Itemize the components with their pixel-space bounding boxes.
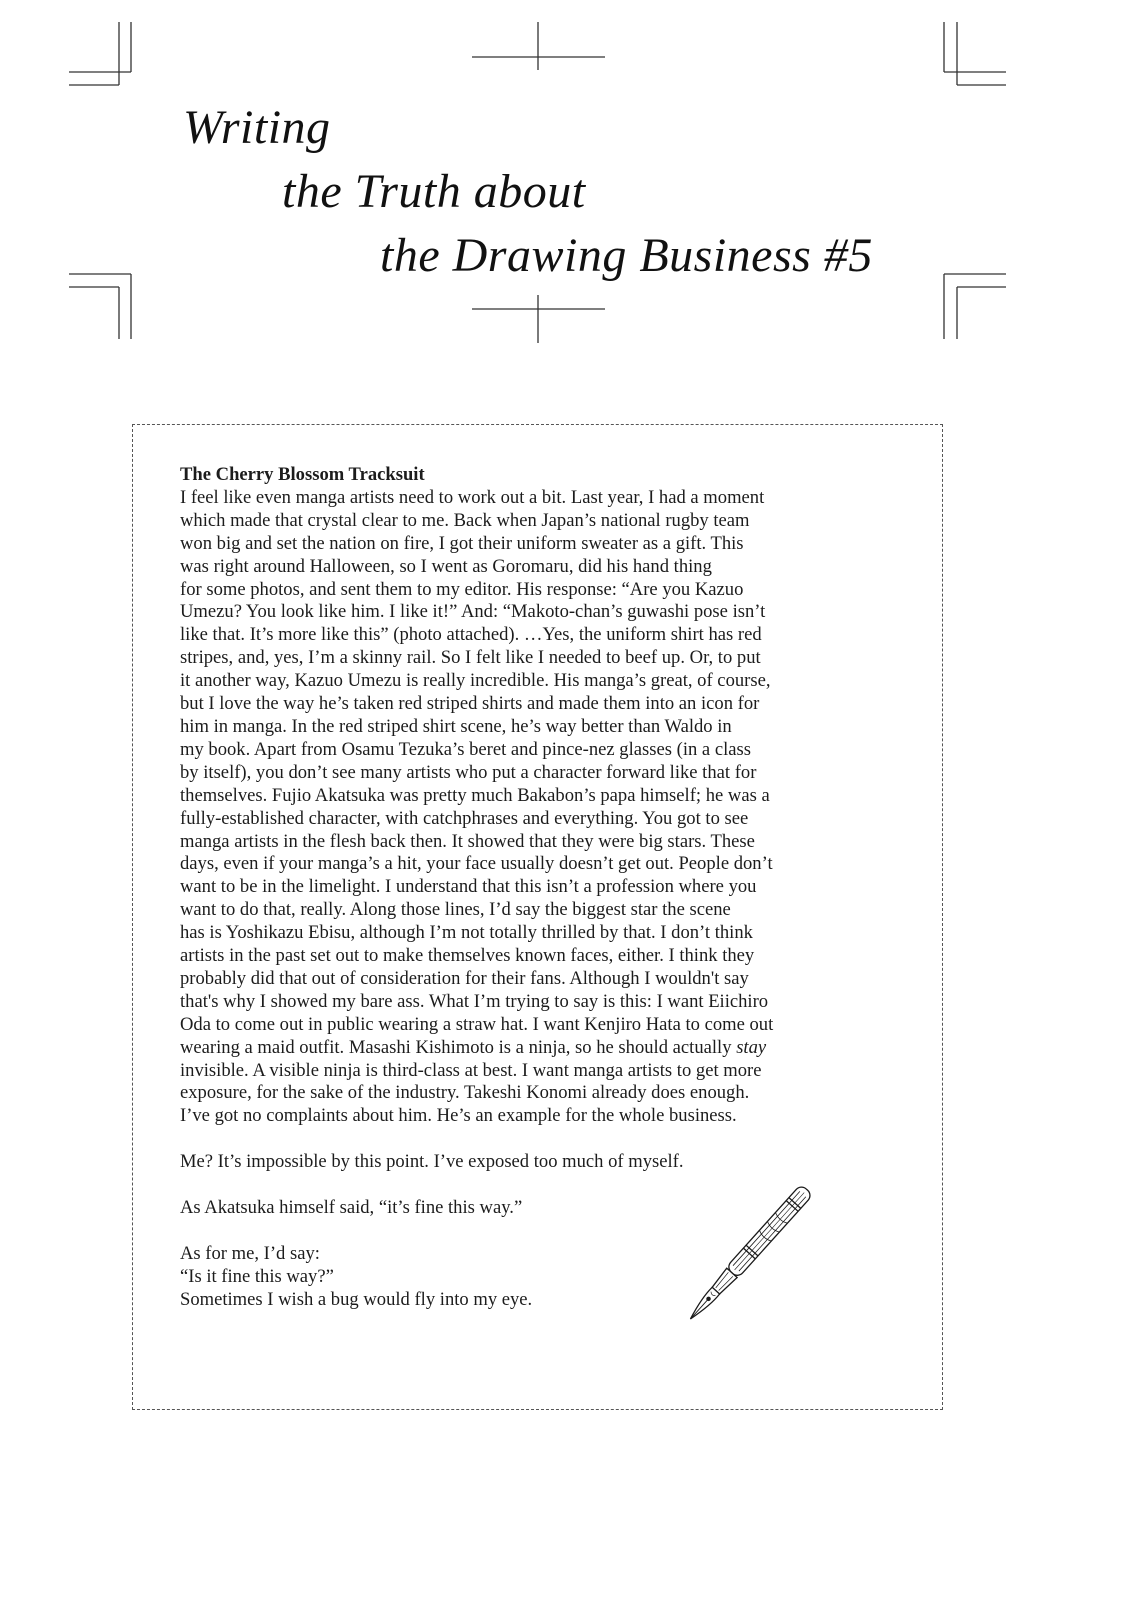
essay-line: want to do that, really. Along those lines, I’d say the biggest star the scene (180, 899, 731, 921)
title-line-2: the Truth about (282, 165, 586, 218)
essay-heading: The Cherry Blossom Tracksuit (180, 464, 425, 485)
essay-line: for some photos, and sent them to my editor. His response: “Are you Kazuo (180, 578, 744, 600)
essay-line: that's why I showed my bare ass. What I’m trying to say is this: I want Eiichiro (180, 990, 769, 1012)
title-line-3: the Drawing Business #5 (380, 229, 873, 282)
essay-line: As for me, I’d say: (180, 1242, 320, 1264)
essay-line: was right around Halloween, so I went as Goromaru, did his hand thing (180, 555, 712, 577)
crop-mark-middle-center (472, 295, 605, 343)
essay-line: but I love the way he’s taken red striped shirts and made them into an icon for (180, 693, 760, 715)
essay-paragraph-3: As Akatsuka himself said, “it’s fine this way.” (180, 1196, 523, 1218)
page-title (0, 0, 1123, 300)
essay-line: Oda to come out in public wearing a straw hat. I want Kenjiro Hata to come out (180, 1013, 774, 1035)
essay-line: like that. It’s more like this” (photo attached). …Yes, the uniform shirt has red (180, 624, 762, 646)
essay-line: “Is it fine this way?” (180, 1265, 334, 1287)
essay-line: manga artists in the flesh back then. It showed that they were big stars. These (180, 830, 755, 852)
essay-line: by itself), you don’t see many artists who put a character forward like that for (180, 761, 757, 783)
essay-line: want to be in the limelight. I understand that this isn’t a profession where you (180, 876, 757, 898)
essay-line (180, 1037, 900, 1060)
essay-line: Sometimes I wish a bug would fly into my eye. (180, 1288, 533, 1310)
emphasis-word: stay (736, 1036, 767, 1058)
essay-line: I feel like even manga artists need to work out a bit. Last year, I had a moment (180, 486, 765, 508)
title-line-1: Writing (183, 101, 331, 154)
essay-line: my book. Apart from Osamu Tezuka’s beret and pince-nez glasses (in a class (180, 738, 751, 760)
essay-line: I’ve got no complaints about him. He’s an example for the whole business. (180, 1105, 737, 1127)
fountain-pen-illustration (668, 1165, 828, 1345)
essay-paragraph-2: Me? It’s impossible by this point. I’ve exposed too much of myself. (180, 1151, 684, 1173)
essay-line: days, even if your manga’s a hit, your face usually doesn’t get out. People don’t (180, 853, 773, 875)
essay-line: won big and set the nation on fire, I got their uniform sweater as a gift. This (180, 532, 744, 554)
essay-line: artists in the past set out to make themselves known faces, either. I think they (180, 945, 755, 967)
essay-line: fully-established character, with catchphrases and everything. You got to see (180, 807, 749, 829)
essay-line-text: wearing a maid outfit. Masashi Kishimoto is a ninja, so he should actually (180, 1036, 732, 1058)
essay-main-paragraph (180, 487, 900, 1128)
essay-line: which made that crystal clear to me. Back when Japan’s national rugby team (180, 509, 750, 531)
essay-line: has is Yoshikazu Ebisu, although I’m not totally thrilled by that. I don’t think (180, 922, 753, 944)
essay-line: invisible. A visible ninja is third-class at best. I want manga artists to get more (180, 1059, 762, 1081)
essay-line: themselves. Fujio Akatsuka was pretty much Bakabon’s papa himself; he was a (180, 784, 770, 806)
essay-line: probably did that out of consideration for their fans. Although I wouldn't say (180, 967, 749, 989)
essay-line: exposure, for the sake of the industry. Takeshi Konomi already does enough. (180, 1082, 750, 1104)
essay-line: stripes, and, yes, I’m a skinny rail. So I felt like I needed to beef up. Or, to put (180, 647, 761, 669)
essay-line: him in manga. In the red striped shirt scene, he’s way better than Waldo in (180, 715, 732, 737)
essay-line: it another way, Kazuo Umezu is really incredible. His manga’s great, of course, (180, 670, 771, 692)
essay-line: Umezu? You look like him. I like it!” And: “Makoto-chan’s guwashi pose isn’t (180, 601, 766, 623)
